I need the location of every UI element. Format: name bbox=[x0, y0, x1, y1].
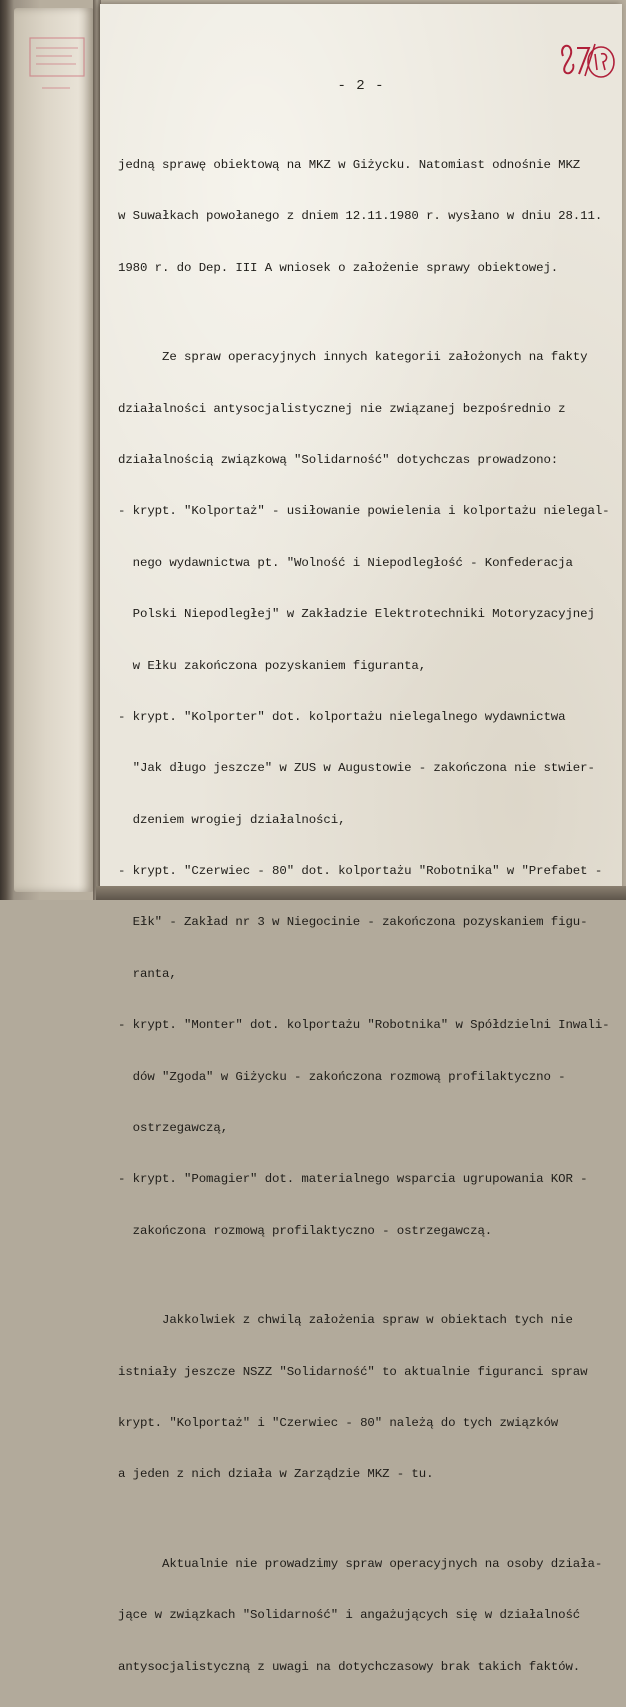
text-line: Jakkolwiek z chwilą założenia spraw w obiektach tych nie bbox=[118, 1313, 573, 1328]
text-line: Aktualnie nie prowadzimy spraw operacyjnych na osoby działa- bbox=[118, 1556, 603, 1571]
text-line: a jeden z nich działa w Zarządzie MKZ - tu. bbox=[118, 1467, 434, 1482]
text-line: Ełk" - Zakład nr 3 w Niegocinie - zakończona pozyskaniem figu- bbox=[118, 915, 588, 930]
text-line: w Ełku zakończona pozyskaniem figuranta, bbox=[118, 658, 427, 673]
text-line: jedną sprawę obiektową na MKZ w Giżycku. Natomiast odnośnie MKZ bbox=[118, 158, 581, 172]
text-line: istniały jeszcze NSZZ "Solidarność" to aktualnie figuranci spraw bbox=[118, 1364, 588, 1379]
text-line: ranta, bbox=[118, 966, 177, 981]
page-number: - 2 - bbox=[337, 78, 385, 94]
text-line: działalnością związkową "Solidarność" dotychczas prowadzono: bbox=[118, 452, 559, 467]
text-line: - krypt. "Kolportaż" - usiłowanie powielenia i kolportażu nielegal- bbox=[118, 504, 610, 519]
text-line: "Jak długo jeszcze" w ZUS w Augustowie - zakończona nie stwier- bbox=[118, 761, 595, 776]
text-line: dów "Zgoda" w Giżycku - zakończona rozmową profilaktyczno - bbox=[118, 1069, 566, 1084]
document-body bbox=[118, 126, 610, 1707]
text-line: - krypt. "Czerwiec - 80" dot. kolportażu "Robotnika" w "Prefabet - bbox=[118, 864, 603, 879]
text-line: Ze spraw operacyjnych innych kategorii założonych na fakty bbox=[118, 350, 588, 365]
page-bottom-edge bbox=[96, 886, 626, 900]
left-page-edge bbox=[14, 8, 94, 892]
text-line: 1980 r. do Dep. III A wniosek o założenie sprawy obiektowej. bbox=[118, 260, 559, 275]
text-line: działalności antysocjalistycznej nie związanej bezpośrednio z bbox=[118, 401, 566, 416]
document-page bbox=[100, 4, 622, 1674]
text-line: ostrzegawczą, bbox=[118, 1121, 229, 1136]
text-line: Polski Niepodległej" w Zakładzie Elektrotechniki Motoryzacyjnej bbox=[118, 607, 595, 622]
text-line: w Suwałkach powołanego z dniem 12.11.1980 r. wysłano w dniu 28.11. bbox=[118, 209, 603, 224]
text-line: - krypt. "Kolporter" dot. kolportażu nielegalnego wydawnictwa bbox=[118, 709, 566, 724]
text-line: zakończona rozmową profilaktyczno - ostrzegawczą. bbox=[118, 1223, 493, 1238]
left-page-stamp-icon bbox=[22, 28, 92, 108]
text-line: - krypt. "Monter" dot. kolportażu "Robotnika" w Spółdzielni Inwali- bbox=[118, 1018, 610, 1033]
text-line: dzeniem wrogiej działalności, bbox=[118, 812, 346, 827]
text-line: antysocjalistyczną z uwagi na dotychczasowy brak takich faktów. bbox=[118, 1659, 581, 1674]
text-line: krypt. "Kolportaż" i "Czerwiec - 80" należą do tych związków bbox=[118, 1415, 559, 1430]
text-line: - krypt. "Pomagier" dot. materialnego wsparcia ugrupowania KOR - bbox=[118, 1172, 588, 1187]
text-line: jące w związkach "Solidarność" i angażujących się w działalność bbox=[118, 1608, 581, 1623]
text-line: nego wydawnictwa pt. "Wolność i Niepodległość - Konfederacja bbox=[118, 555, 573, 570]
